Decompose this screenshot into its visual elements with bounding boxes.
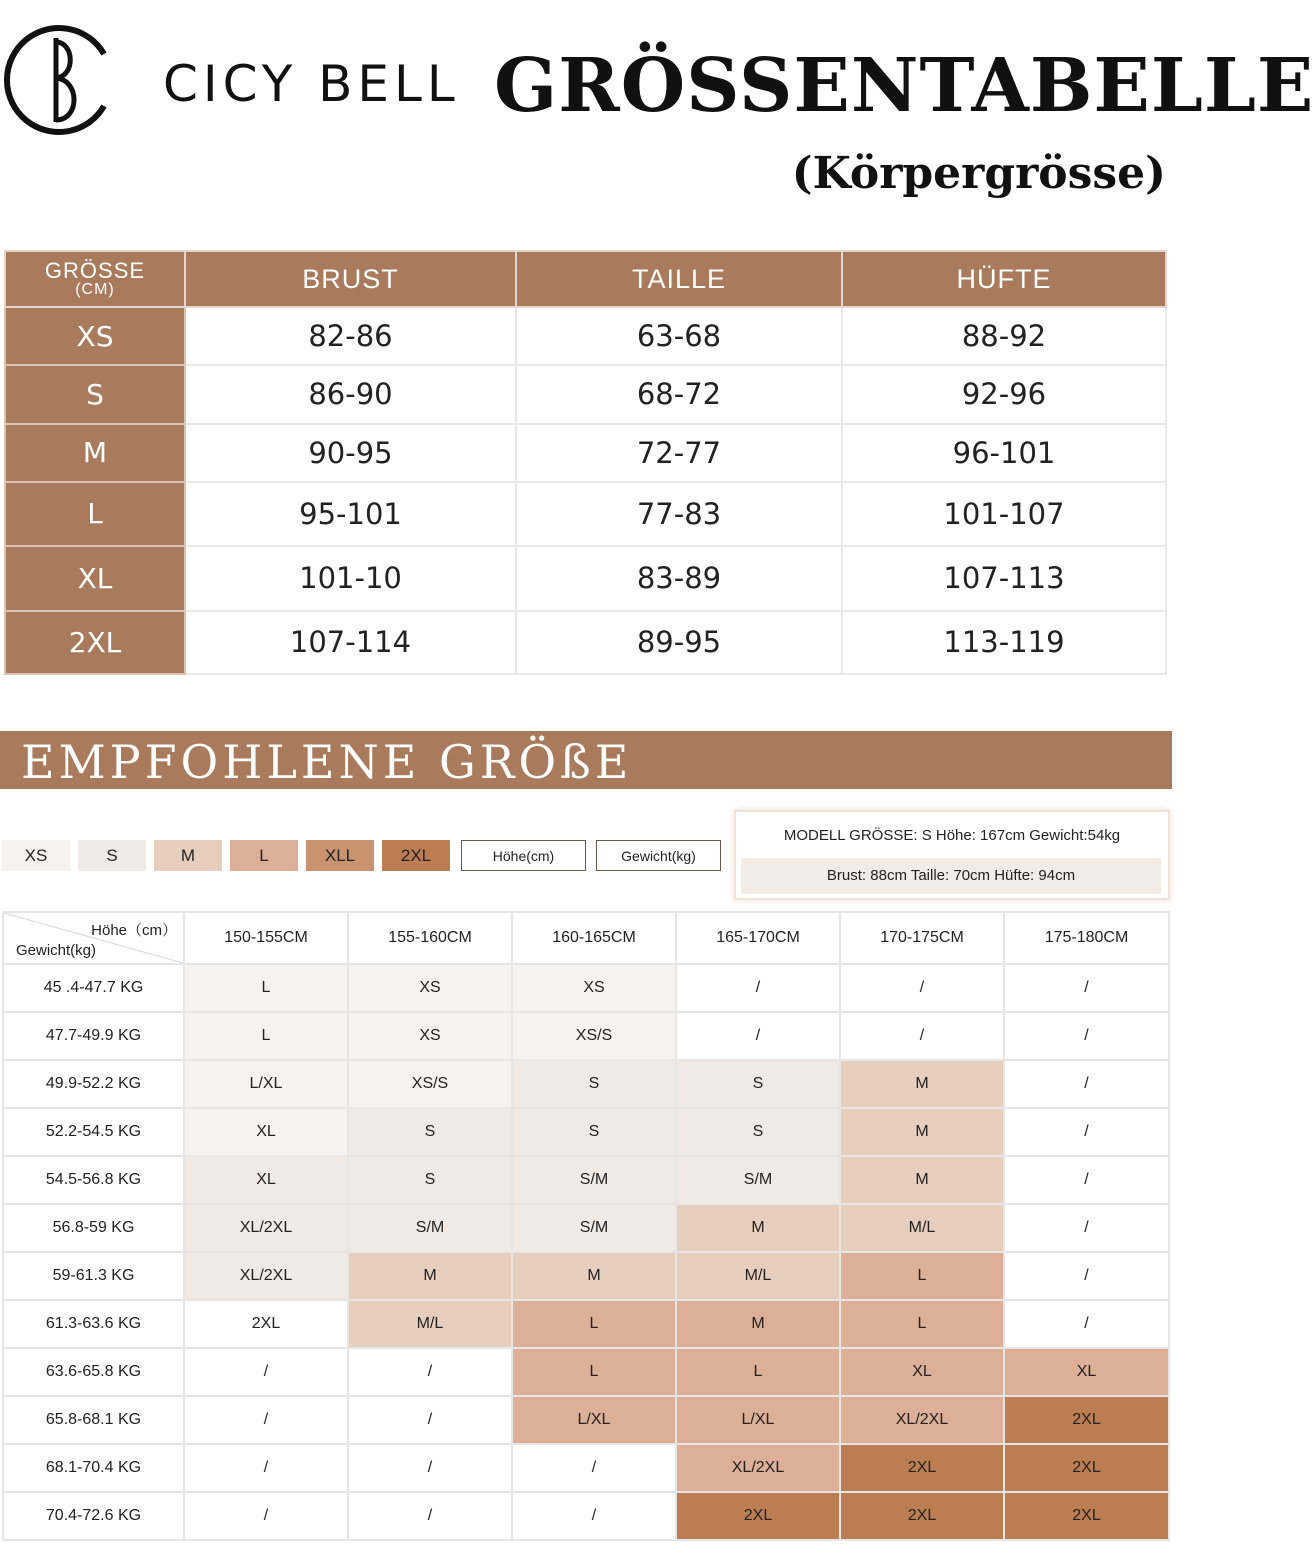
size-recommendation-cell: L bbox=[184, 964, 348, 1012]
model-info-box bbox=[734, 810, 1170, 900]
taille-cell: 77-83 bbox=[516, 482, 842, 546]
size-recommendation-cell: / bbox=[348, 1492, 512, 1540]
body-table-row bbox=[5, 307, 1166, 365]
size-recommendation-cell: L/XL bbox=[512, 1396, 676, 1444]
size-recommendation-cell: / bbox=[1004, 1060, 1169, 1108]
size-recommendation-cell: / bbox=[676, 1012, 840, 1060]
grid-row bbox=[3, 1012, 1169, 1060]
size-recommendation-cell: M bbox=[348, 1252, 512, 1300]
model-size-info: MODELL GRÖSSE: S Höhe: 167cm Gewicht:54kg bbox=[783, 827, 1121, 844]
legend-xs: XS bbox=[2, 840, 70, 871]
size-recommendation-cell: L bbox=[512, 1300, 676, 1348]
page-title: GRÖSSENTABELLE bbox=[494, 43, 1314, 129]
taille-cell: 83-89 bbox=[516, 546, 842, 610]
brand-name: CICY BELL bbox=[163, 55, 460, 113]
size-recommendation-cell: L bbox=[676, 1348, 840, 1396]
body-size-table bbox=[4, 250, 1167, 675]
corner-gewicht-label: Gewicht(kg) bbox=[16, 942, 97, 959]
size-recommendation-cell: M/L bbox=[840, 1204, 1004, 1252]
size-recommendation-cell: / bbox=[1004, 1300, 1169, 1348]
size-recommendation-cell: M/L bbox=[676, 1252, 840, 1300]
height-header: 160-165CM bbox=[512, 912, 676, 964]
size-recommendation-cell: / bbox=[840, 1012, 1004, 1060]
size-recommendation-cell: / bbox=[1004, 964, 1169, 1012]
size-recommendation-cell: 2XL bbox=[1004, 1396, 1169, 1444]
grid-row bbox=[3, 1348, 1169, 1396]
body-table-row bbox=[5, 482, 1166, 546]
size-recommendation-cell: / bbox=[512, 1492, 676, 1540]
size-recommendation-cell: 2XL bbox=[840, 1444, 1004, 1492]
grid-row bbox=[3, 1396, 1169, 1444]
header-huefte: HÜFTE bbox=[842, 251, 1166, 307]
size-recommendation-cell: 2XL bbox=[1004, 1492, 1169, 1540]
huefte-cell: 96-101 bbox=[842, 424, 1166, 482]
header-size bbox=[5, 251, 185, 307]
grid-row bbox=[3, 1156, 1169, 1204]
size-recommendation-cell: / bbox=[348, 1396, 512, 1444]
size-recommendation-cell: / bbox=[840, 964, 1004, 1012]
recommendation-grid bbox=[2, 911, 1170, 1541]
size-recommendation-cell: / bbox=[184, 1396, 348, 1444]
size-recommendation-cell: L bbox=[184, 1012, 348, 1060]
taille-cell: 72-77 bbox=[516, 424, 842, 482]
size-recommendation-cell: M bbox=[512, 1252, 676, 1300]
size-cell: S bbox=[5, 365, 185, 423]
brand-logo-icon bbox=[4, 24, 116, 136]
header-brust: BRUST bbox=[185, 251, 516, 307]
size-recommendation-cell: XL bbox=[1004, 1348, 1169, 1396]
header-size-unit: (CM) bbox=[75, 281, 115, 298]
weight-label: 54.5-56.8 KG bbox=[3, 1156, 184, 1204]
size-recommendation-cell: / bbox=[512, 1444, 676, 1492]
size-recommendation-cell: M bbox=[840, 1156, 1004, 1204]
size-recommendation-cell: XL bbox=[184, 1108, 348, 1156]
size-recommendation-cell: S bbox=[348, 1156, 512, 1204]
grid-row bbox=[3, 1300, 1169, 1348]
legend-2xl: 2XL bbox=[382, 840, 450, 871]
size-recommendation-cell: L bbox=[840, 1300, 1004, 1348]
brust-cell: 90-95 bbox=[185, 424, 516, 482]
size-recommendation-cell: / bbox=[184, 1348, 348, 1396]
taille-cell: 68-72 bbox=[516, 365, 842, 423]
weight-label: 52.2-54.5 KG bbox=[3, 1108, 184, 1156]
legend-hoehe: Höhe(cm) bbox=[461, 840, 586, 871]
size-recommendation-cell: M bbox=[840, 1108, 1004, 1156]
grid-row bbox=[3, 1060, 1169, 1108]
size-recommendation-cell: / bbox=[348, 1348, 512, 1396]
huefte-cell: 88-92 bbox=[842, 307, 1166, 365]
size-recommendation-cell: XS/S bbox=[348, 1060, 512, 1108]
grid-row bbox=[3, 1204, 1169, 1252]
size-recommendation-cell: 2XL bbox=[676, 1492, 840, 1540]
size-recommendation-cell: L/XL bbox=[676, 1396, 840, 1444]
brust-cell: 86-90 bbox=[185, 365, 516, 423]
size-recommendation-cell: XS bbox=[348, 964, 512, 1012]
size-cell: XL bbox=[5, 546, 185, 610]
body-table-row bbox=[5, 365, 1166, 423]
size-recommendation-cell: M bbox=[676, 1204, 840, 1252]
weight-label: 61.3-63.6 KG bbox=[3, 1300, 184, 1348]
weight-label: 65.8-68.1 KG bbox=[3, 1396, 184, 1444]
size-recommendation-cell: / bbox=[184, 1444, 348, 1492]
height-header: 175-180CM bbox=[1004, 912, 1169, 964]
size-recommendation-cell: XL bbox=[840, 1348, 1004, 1396]
header-size-label: GRÖSSE bbox=[44, 258, 146, 283]
weight-label: 59-61.3 KG bbox=[3, 1252, 184, 1300]
size-cell: 2XL bbox=[5, 611, 185, 674]
size-recommendation-cell: XS bbox=[348, 1012, 512, 1060]
brust-cell: 82-86 bbox=[185, 307, 516, 365]
size-recommendation-cell: 2XL bbox=[184, 1300, 348, 1348]
size-recommendation-cell: S bbox=[512, 1108, 676, 1156]
body-table-row bbox=[5, 424, 1166, 482]
weight-label: 63.6-65.8 KG bbox=[3, 1348, 184, 1396]
size-recommendation-cell: S bbox=[676, 1108, 840, 1156]
size-recommendation-cell: / bbox=[1004, 1012, 1169, 1060]
size-recommendation-cell: / bbox=[348, 1444, 512, 1492]
grid-row bbox=[3, 1252, 1169, 1300]
body-table-row bbox=[5, 611, 1166, 674]
huefte-cell: 113-119 bbox=[842, 611, 1166, 674]
body-table-header bbox=[5, 251, 1166, 307]
legend-gewicht: Gewicht(kg) bbox=[596, 840, 721, 871]
size-cell: XS bbox=[5, 307, 185, 365]
legend-s: S bbox=[78, 840, 146, 871]
corner-hoehe-label: Höhe（cm） bbox=[91, 922, 177, 939]
body-table-row bbox=[5, 546, 1166, 610]
huefte-cell: 101-107 bbox=[842, 482, 1166, 546]
taille-cell: 63-68 bbox=[516, 307, 842, 365]
size-recommendation-cell: S/M bbox=[348, 1204, 512, 1252]
size-recommendation-cell: L bbox=[512, 1348, 676, 1396]
size-recommendation-cell: XS/S bbox=[512, 1012, 676, 1060]
weight-label: 47.7-49.9 KG bbox=[3, 1012, 184, 1060]
taille-cell: 89-95 bbox=[516, 611, 842, 674]
size-recommendation-cell: S bbox=[512, 1060, 676, 1108]
size-recommendation-cell: XS bbox=[512, 964, 676, 1012]
grid-header-row bbox=[3, 912, 1169, 964]
grid-row bbox=[3, 1492, 1169, 1540]
size-recommendation-cell: S/M bbox=[512, 1156, 676, 1204]
size-cell: L bbox=[5, 482, 185, 546]
size-recommendation-cell: S bbox=[348, 1108, 512, 1156]
size-recommendation-cell: / bbox=[1004, 1252, 1169, 1300]
brust-cell: 101-10 bbox=[185, 546, 516, 610]
huefte-cell: 107-113 bbox=[842, 546, 1166, 610]
size-recommendation-cell: / bbox=[1004, 1156, 1169, 1204]
size-recommendation-cell: XL/2XL bbox=[840, 1396, 1004, 1444]
weight-label: 68.1-70.4 KG bbox=[3, 1444, 184, 1492]
page-subtitle: (Körpergrösse) bbox=[791, 148, 1166, 199]
size-recommendation-cell: M bbox=[840, 1060, 1004, 1108]
size-recommendation-cell: XL/2XL bbox=[184, 1204, 348, 1252]
recommend-banner-title: EMPFOHLENE GRÖßE bbox=[21, 735, 633, 789]
size-recommendation-cell: S/M bbox=[676, 1156, 840, 1204]
weight-label: 56.8-59 KG bbox=[3, 1204, 184, 1252]
grid-row bbox=[3, 1108, 1169, 1156]
size-recommendation-cell: 2XL bbox=[840, 1492, 1004, 1540]
height-header: 155-160CM bbox=[348, 912, 512, 964]
size-recommendation-cell: M/L bbox=[348, 1300, 512, 1348]
weight-label: 45 .4-47.7 KG bbox=[3, 964, 184, 1012]
size-recommendation-cell: S/M bbox=[512, 1204, 676, 1252]
brust-cell: 95-101 bbox=[185, 482, 516, 546]
legend-m: M bbox=[154, 840, 222, 871]
size-recommendation-cell: M bbox=[676, 1300, 840, 1348]
size-recommendation-cell: S bbox=[676, 1060, 840, 1108]
weight-label: 49.9-52.2 KG bbox=[3, 1060, 184, 1108]
weight-label: 70.4-72.6 KG bbox=[3, 1492, 184, 1540]
legend-l: L bbox=[230, 840, 298, 871]
size-recommendation-cell: L/XL bbox=[184, 1060, 348, 1108]
size-recommendation-cell: 2XL bbox=[1004, 1444, 1169, 1492]
size-recommendation-cell: / bbox=[184, 1492, 348, 1540]
size-recommendation-cell: XL/2XL bbox=[184, 1252, 348, 1300]
recommend-banner bbox=[0, 731, 1172, 789]
grid-corner-cell bbox=[3, 912, 184, 964]
header-taille: TAILLE bbox=[516, 251, 842, 307]
huefte-cell: 92-96 bbox=[842, 365, 1166, 423]
size-recommendation-cell: / bbox=[1004, 1204, 1169, 1252]
height-header: 150-155CM bbox=[184, 912, 348, 964]
size-recommendation-cell: / bbox=[1004, 1108, 1169, 1156]
grid-row bbox=[3, 1444, 1169, 1492]
size-recommendation-cell: / bbox=[676, 964, 840, 1012]
brust-cell: 107-114 bbox=[185, 611, 516, 674]
size-recommendation-cell: XL/2XL bbox=[676, 1444, 840, 1492]
model-measurements: Brust: 88cm Taille: 70cm Hüfte: 94cm bbox=[741, 858, 1161, 894]
grid-row bbox=[3, 964, 1169, 1012]
legend-xl: XLL bbox=[306, 840, 374, 871]
size-recommendation-cell: XL bbox=[184, 1156, 348, 1204]
height-header: 170-175CM bbox=[840, 912, 1004, 964]
height-header: 165-170CM bbox=[676, 912, 840, 964]
size-cell: M bbox=[5, 424, 185, 482]
size-recommendation-cell: L bbox=[840, 1252, 1004, 1300]
